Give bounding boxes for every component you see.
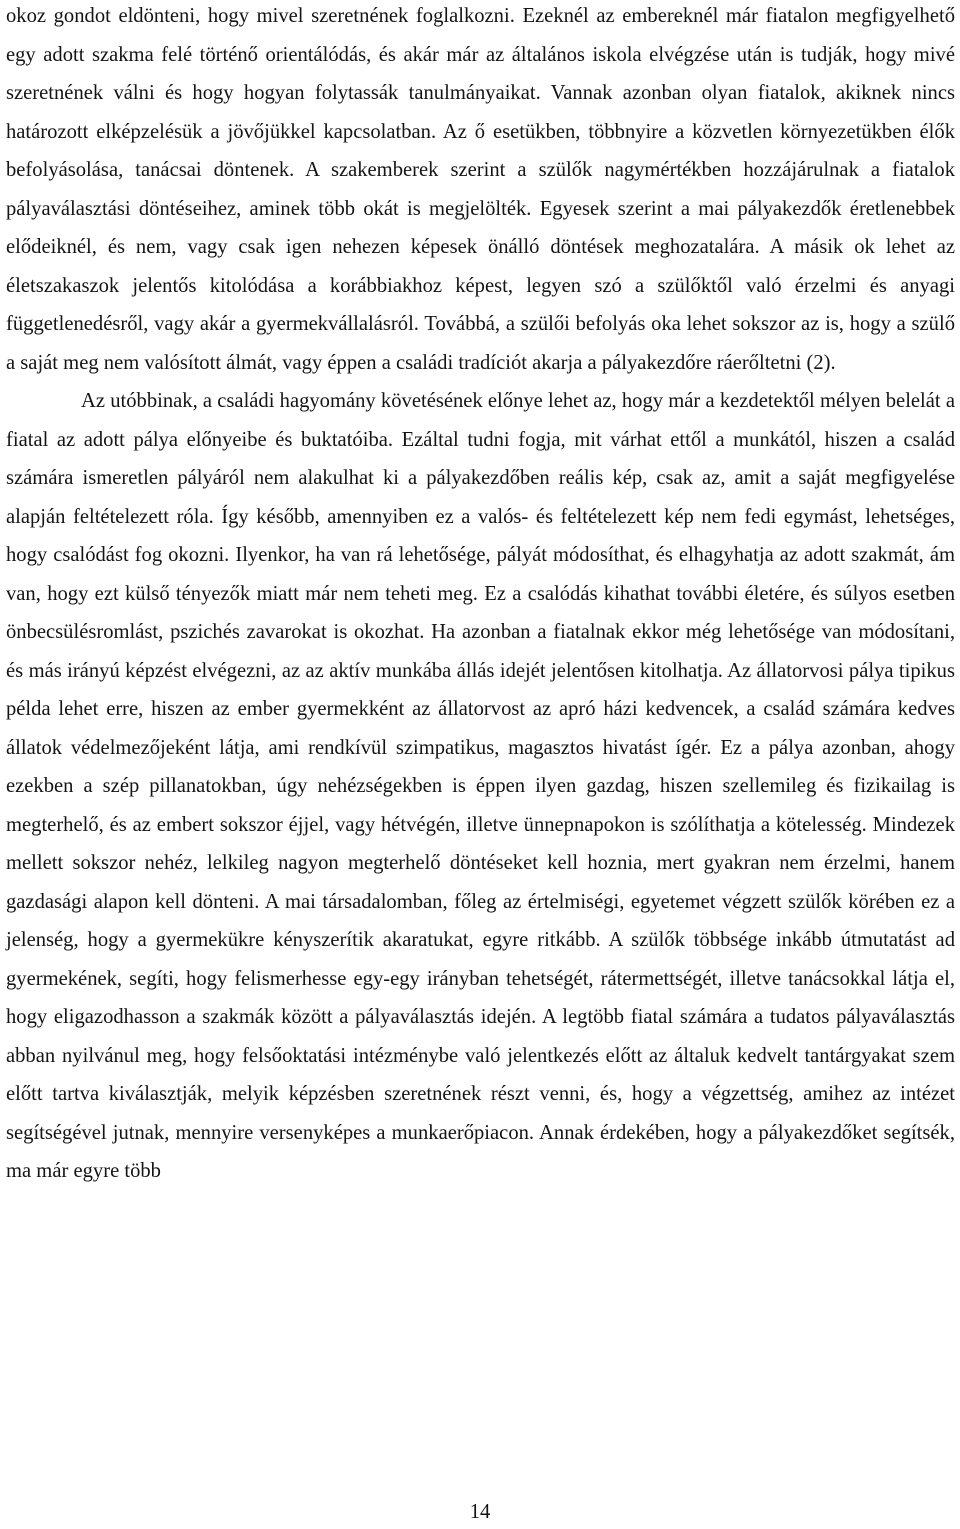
document-page bbox=[6, 0, 955, 1191]
page-number: 14 bbox=[469, 1501, 491, 1523]
paragraph-family-tradition: Az utóbbinak, a családi hagyomány követésének előnye lehet az, hogy már a kezdetektől mélyen belelát a fiatal az adott pálya előnyeibe és buktatóiba. Ezáltal tudni fogja, mit várhat ettől a munkától, hiszen a család számára ismeretlen pályáról nem alakulhat ki a pályakezdőben reális kép, csak az, amit a saját megfigyelése alapján feltételezett róla. Így később, amennyiben ez a valós- és feltételezett kép nem fedi egymást, lehetséges, hogy csalódást fog okozni. Ilyenkor, ha van rá lehetősége, pályát módosíthat, és elhagyhatja az adott szakmát, ám van, hogy ezt külső tényezők miatt már nem teheti meg. Ez a csalódás kihathat további életére, és súlyos esetben önbecsülésromlást, pszichés zavarokat is okozhat. Ha azonban a fiatalnak ekkor még lehetősége van módosítani, és más irányú képzést elvégezni, az az aktív munkába állás idejét jelentősen kitolhatja. Az állatorvosi pálya tipikus példa lehet erre, hiszen az ember gyermekként az állatorvost az apró házi kedvencek, a család számára kedves állatok védelmezőjeként látja, ami rendkívül szimpatikus, magasztos hivatást ígér. Ez a pálya azonban, ahogy ezekben a szép pillanatokban, úgy nehézségekben is éppen ilyen gazdag, hiszen szellemileg és fizikailag is megterhelő, és az embert sokszor éjjel, vagy hétvégén, illetve ünnepnapokon is szólíthatja a kötelesség. Mindezek mellett sokszor nehéz, lelkileg nagyon megterhelő döntéseket kell hoznia, mert gyakran nem érzelmi, hanem gazdasági alapon kell dönteni. A mai társadalomban, főleg az értelmiségi, egyetemet végzett szülők körében ez a jelenség, hogy a gyermekükre kényszerítik akaratukat, egyre ritkább. A szülők többsége inkább útmutatást ad gyermekének, segíti, hogy felismerhesse egy-egy irányban tehetségét, rátermettségét, illetve tanácsokkal látja el, hogy eligazodhasson a szakmák között a pályaválasztás idején. A legtöbb fiatal számára a tudatos pályaválasztás abban nyilvánul meg, hogy felsőoktatási intézménybe való jelentkezés előtt az általuk kedvelt tantárgyakat szem előtt tartva kiválasztják, melyik képzésben szeretnének részt venni, és, hogy a végzettség, amihez az intézet segítségével jutnak, mennyire versenyképes a munkaerőpiacon. Annak érdekében, hogy a pályakezdőket segítsék, ma már egyre több bbox=[6, 390, 955, 1182]
paragraph-continuation: okoz gondot eldönteni, hogy mivel szeretnének foglalkozni. Ezeknél az embereknél már fiatalon megfigyelhető egy adott szakma felé történő orientálódás, és akár már az általános iskola elvégzése után is tudják, hogy mivé szeretnének válni és hogy hogyan folytassák tanulmányaikat. Vannak azonban olyan fiatalok, akiknek nincs határozott elképzelésük a jövőjükkel kapcsolatban. Az ő esetükben, többnyire a közvetlen környezetükben élők befolyásolása, tanácsai döntenek. A szakemberek szerint a szülők nagymértékben hozzájárulnak a fiatalok pályaválasztási döntéseihez, aminek több okát is megjelölték. Egyesek szerint a mai pályakezdők éretlenebbek elődeiknél, és nem, vagy csak igen nehezen képesek önálló döntések meghozatalára. A másik ok lehet az életszakaszok jelentős kitolódása a korábbiakhoz képest, legyen szó a szülőktől való érzelmi és anyagi függetlenedésről, vagy akár a gyermekvállalásról. Továbbá, a szülői befolyás oka lehet sokszor az is, hogy a szülő a saját meg nem valósított álmát, vagy éppen a családi tradíciót akarja a pályakezdőre ráerőltetni (2). bbox=[6, 5, 955, 374]
